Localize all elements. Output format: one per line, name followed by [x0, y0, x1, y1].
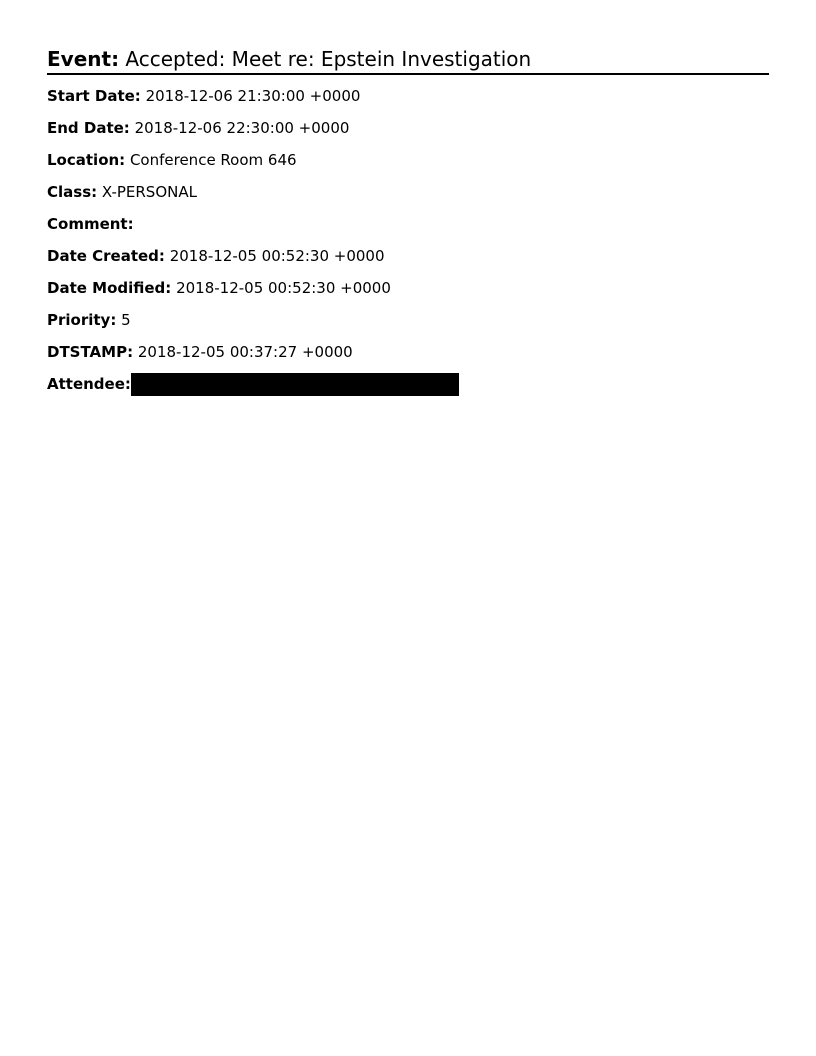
date-modified-field [47, 278, 769, 298]
date-created-label: Date Created: [47, 247, 165, 265]
priority-label: Priority: [47, 311, 117, 329]
end-date-value: 2018-12-06 22:30:00 +0000 [134, 119, 350, 137]
calendar-event-document [47, 46, 769, 406]
dtstamp-field [47, 342, 769, 362]
attendee-label: Attendee: [47, 375, 131, 393]
class-label: Class: [47, 183, 98, 201]
comment-label: Comment: [47, 215, 134, 233]
comment-field [47, 214, 769, 234]
dtstamp-label: DTSTAMP: [47, 343, 134, 361]
start-date-field [47, 86, 769, 106]
priority-field [47, 310, 769, 330]
attendee-field [47, 374, 769, 394]
location-label: Location: [47, 151, 126, 169]
event-label: Event: [47, 47, 120, 71]
date-created-field [47, 246, 769, 266]
attendee-redaction-block [131, 373, 459, 396]
date-created-value: 2018-12-05 00:52:30 +0000 [169, 247, 385, 265]
location-field [47, 150, 769, 170]
date-modified-value: 2018-12-05 00:52:30 +0000 [176, 279, 391, 297]
event-title [47, 46, 769, 75]
start-date-label: Start Date: [47, 87, 141, 105]
class-value: X-PERSONAL [101, 183, 197, 201]
end-date-label: End Date: [47, 119, 130, 137]
event-value: Accepted: Meet re: Epstein Investigation [125, 47, 532, 71]
end-date-field [47, 118, 769, 138]
dtstamp-value: 2018-12-05 00:37:27 +0000 [137, 343, 353, 361]
class-field [47, 182, 769, 202]
date-modified-label: Date Modified: [47, 279, 172, 297]
location-value: Conference Room 646 [129, 151, 297, 169]
event-fields [47, 86, 769, 394]
start-date-value: 2018-12-06 21:30:00 +0000 [145, 87, 361, 105]
priority-value: 5 [121, 311, 131, 329]
